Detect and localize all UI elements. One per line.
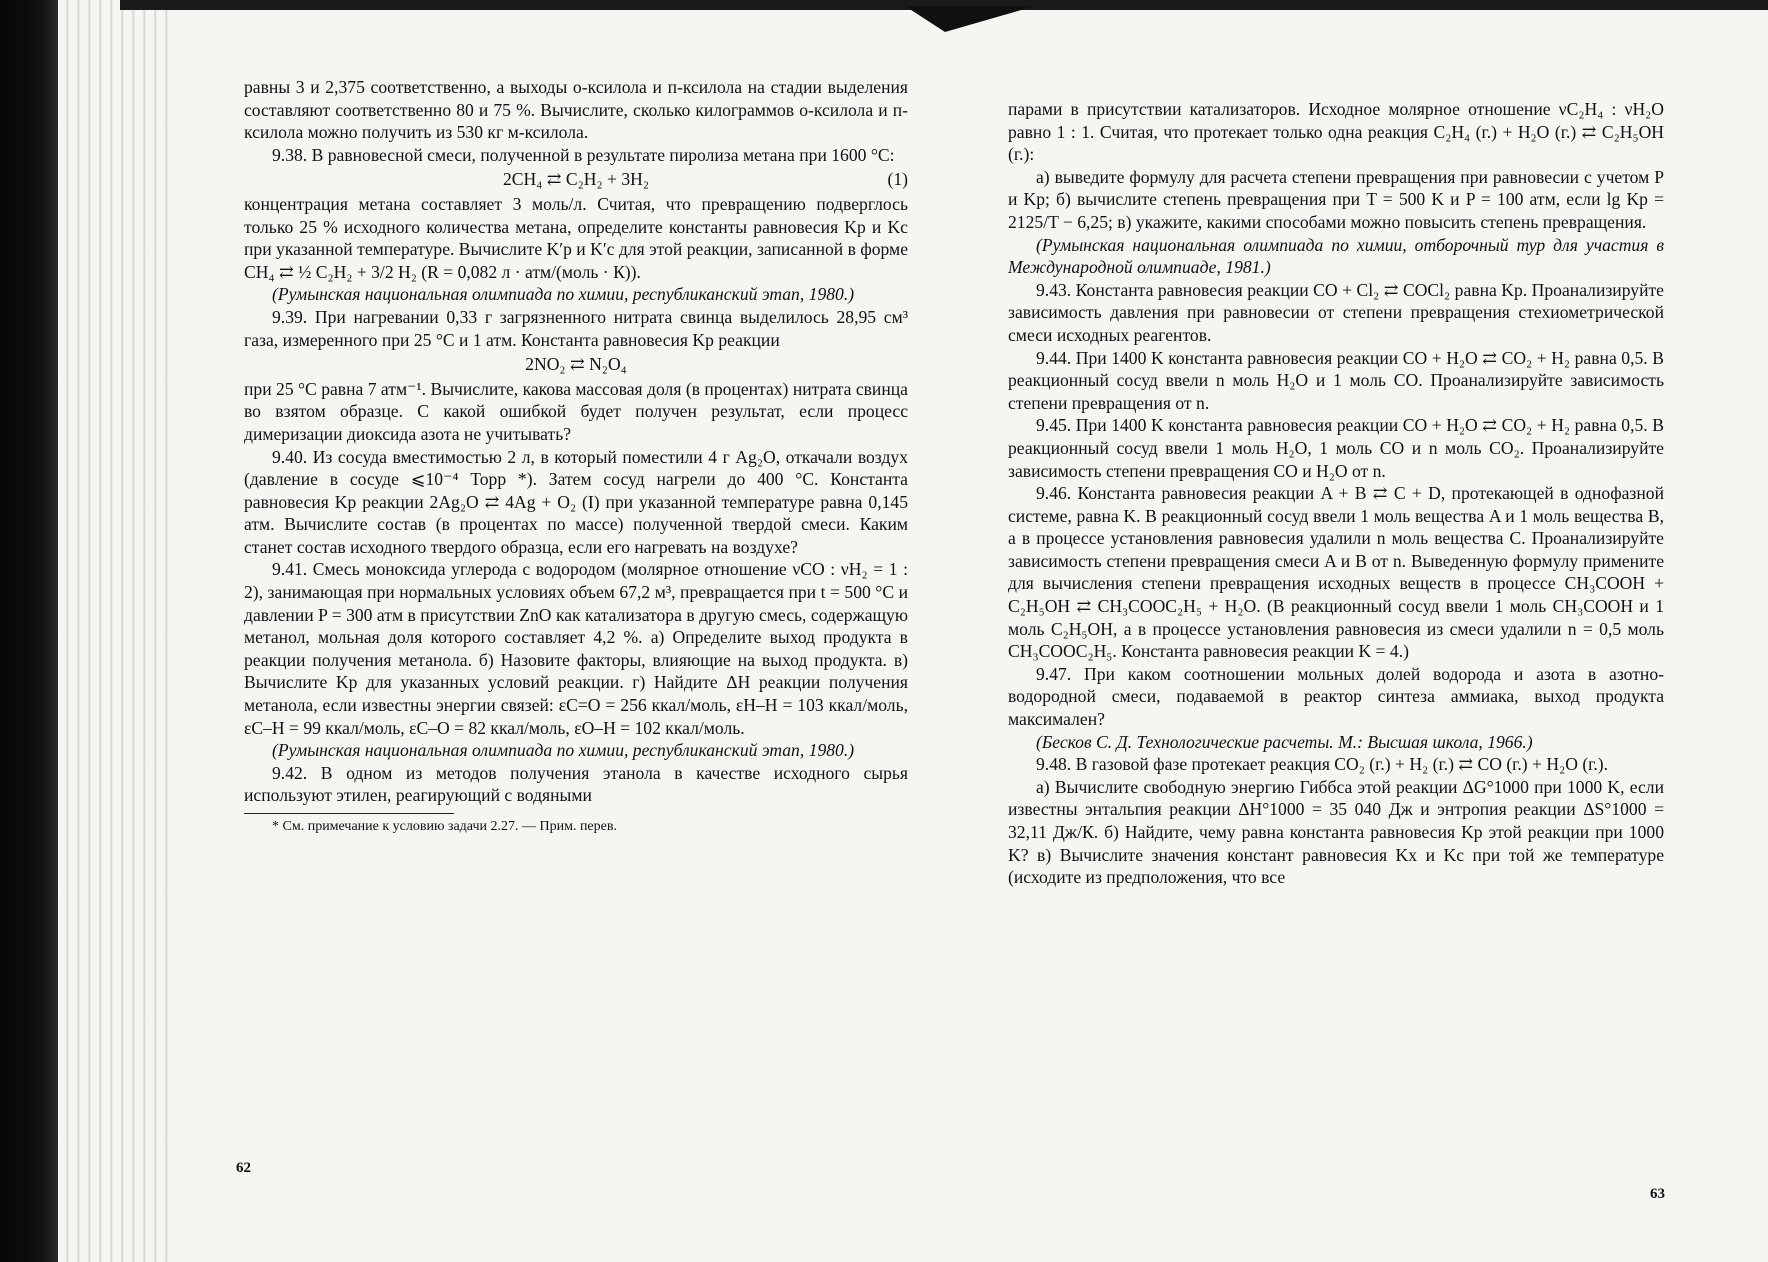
page-number-left: 62	[236, 1160, 251, 1176]
problem-9-41: 9.41. Смесь моноксида углерода с водородом (молярное отношение νCO : νH₂ = 1 : 2), занимающая при нормальных условиях объем 67,2 м³, превращается при t = 500 °С и давлении P = 300 атм в присутствии ZnO как катализатора в другую смесь, содержащую метанол, мольная доля которого составляет 4,2 %. а) Определите выход продукта в реакции получения метанола. б) Назовите факторы, влияющие на выход продукта. в) Вычислите Kp для указанных условий реакции. г) Найдите ΔH реакции получения метанола, если известны энергии связей: εC=O = 256 ккал/моль, εH–H = 103 ккал/моль, εC–H = 99 ккал/моль, εC–O = 82 ккал/моль, εO–H = 102 ккал/моль.	[244, 559, 908, 738]
source-citation-9-38: (Румынская национальная олимпиада по химии, республиканский этап, 1980.)	[272, 284, 855, 305]
right-page	[1008, 98, 1664, 889]
problem-9-39-intro: 9.39. При нагревании 0,33 г загрязненного нитрата свинца выделилось 28,95 см³ газа, измеренного при 25 °С и 1 атм. Константа равновесия Kp реакции	[244, 306, 908, 350]
scan-binding-shadow	[0, 0, 58, 1262]
problem-9-42-start: 9.42. В одном из методов получения этанола в качестве исходного сырья используют этилен, реагирующий с водяными	[244, 762, 908, 806]
problem-9-48-tasks: а) Вычислите свободную энергию Гиббса этой реакции ΔG°1000 при 1000 K, если известны энтальпия реакции ΔH°1000 = 35 040 Дж и энтропия реакции ΔS°1000 = 32,11 Дж/К. б) Найдите, чему равна константа равновесия Kp этой реакции при 1000 K? в) Вычислите значения констант равновесия Kx и Kc при той же температуре (исходите из предположения, что все	[1008, 776, 1664, 888]
problem-9-43: 9.43. Константа равновесия реакции CO + Cl₂ ⇄ COCl₂ равна Kp. Проанализируйте зависимость давления при равновесии от степени превращения стехиометрической смеси исходных реагентов.	[1008, 279, 1664, 345]
problem-9-46: 9.46. Константа равновесия реакции A + B ⇄ C + D, протекающей в однофазной системе, равна K. В реакционный сосуд ввели 1 моль вещества A и 1 моль вещества B, а в процессе установления равновесия удалили n моль вещества C. Проанализируйте зависимость степени превращения смеси A и B от n. Выведенную формулу примените для вычисления степени превращения исходных веществ в процессе CH₃COOH + C₂H₅OH ⇄ CH₃COOC₂H₅ + H₂O. (В реакционный сосуд ввели 1 моль CH₃COOH и 1 моль C₂H₅OH, а в процессе установления равновесия из смеси удалили n = 0,5 моль CH₃COOC₂H₅. Константа равновесия реакции K = 4.)	[1008, 483, 1664, 662]
scan-top-wedge	[905, 6, 1035, 32]
equation-1-number: (1)	[887, 169, 908, 190]
problem-9-44: 9.44. При 1400 K константа равновесия реакции CO + H₂O ⇄ CO₂ + H₂ равна 0,5. В реакционный сосуд ввели n моль H₂O и 1 моль CO. Проанализируйте зависимость степени превращения от n.	[1008, 347, 1664, 413]
source-citation-9-41: (Румынская национальная олимпиада по химии, республиканский этап, 1980.)	[272, 740, 855, 761]
problem-9-48-intro: 9.48. В газовой фазе протекает реакция CO₂ (г.) + H₂ (г.) ⇄ CO (г.) + H₂O (г.).	[1036, 754, 1609, 775]
problem-9-45: 9.45. При 1400 K константа равновесия реакции CO + H₂O ⇄ CO₂ + H₂ равна 0,5. В реакционный сосуд ввели 1 моль H₂O, 1 моль CO и n моль CO₂. Проанализируйте зависимость степени превращения CO и H₂O от n.	[1008, 415, 1664, 481]
page-number-right: 63	[1650, 1186, 1665, 1202]
equation-1	[244, 168, 908, 191]
equation-1-formula: 2CH₄ ⇄ C₂H₂ + 3H₂	[503, 169, 649, 190]
source-citation-9-47: (Бесков С. Д. Технологические расчеты. М.: Высшая школа, 1966.)	[1036, 731, 1533, 752]
paragraph-continuation: равны 3 и 2,375 соответственно, а выходы о-ксилола и п-ксилола на стадии выделения составляют соответственно 80 и 75 %. Вычислите, сколько килограммов о-ксилола и п-ксилола можно получить из 530 кг м-ксилола.	[244, 77, 908, 143]
left-page	[244, 76, 908, 836]
problem-9-38-body: концентрация метана составляет 3 моль/л. Считая, что превращению подверглось только 25 % исходного количества метана, определите константы равновесия Kp и Kc при указанной температуре. Вычислите K′p и K′c для этой реакции, записанной в форме CH₄ ⇄ ½ C₂H₂ + 3/2 H₂ (R = 0,082 л · атм/(моль · К)).	[244, 193, 908, 282]
problem-9-39-body: при 25 °С равна 7 атм⁻¹. Вычислите, какова массовая доля (в процентах) нитрата свинца во взятом образце. С какой ошибкой будет получен результат, если процесс димеризации диоксида азота не учитывать?	[244, 378, 908, 444]
scan-binding-lines	[58, 0, 168, 1262]
problem-9-40: 9.40. Из сосуда вместимостью 2 л, в который поместили 4 г Ag₂O, откачали воздух (давление в сосуде ⩽10⁻⁴ Торр *). Затем сосуд нагрели до 400 °С. Константа равновесия Kp реакции 2Ag₂O ⇄ 4Ag + O₂ (I) при указанной температуре равна 0,145 атм. Вычислите состав (в процентах по массе) полученной твердой смеси. Каким станет состав исходного твердого образца, если его нагревать на воздухе?	[244, 446, 908, 557]
problem-9-42-tasks: а) выведите формулу для расчета степени превращения при равновесии с учетом P и Kp; б) вычислите степень превращения при T = 500 K и P = 100 атм, если lg Kp = 2125/T − 6,25; в) укажите, какими способами можно повысить степень превращения.	[1008, 166, 1664, 232]
source-citation-9-42: (Румынская национальная олимпиада по химии, отборочный тур для участия в Международной олимпиаде, 1981.)	[1008, 234, 1664, 278]
footnote-divider	[244, 813, 454, 814]
equation-no2-dimerization: 2NO₂ ⇄ N₂O₄	[525, 354, 627, 375]
problem-9-42-continuation: парами в присутствии катализаторов. Исходное молярное отношение νC₂H₄ : νH₂O равно 1 : 1. Считая, что протекает только одна реакция C₂H₄ (г.) + H₂O (г.) ⇄ C₂H₅OH (г.):	[1008, 99, 1664, 165]
problem-9-47: 9.47. При каком соотношении мольных долей водорода и азота в азотно-водородной смеси, подаваемой в реактор синтеза аммиака, выход продукта максимален?	[1008, 663, 1664, 730]
problem-9-38-intro: 9.38. В равновесной смеси, полученной в результате пиролиза метана при 1600 °С:	[272, 144, 895, 165]
footnote: * См. примечание к условию задачи 2.27. — Прим. перев.	[272, 819, 617, 834]
